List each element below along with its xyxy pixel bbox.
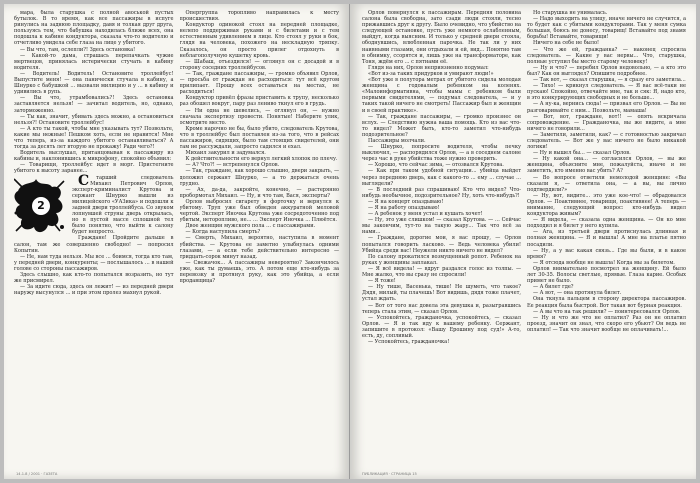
chapter-lead-text: тарший следователь Михаил Петрович Орлов, эксперт-криминалист Крутова и сержант Шнурко вышли из милицейского «УАЗика» и подошли к задней двери троллейбуса. Со звуком лопнувшей струны дверь открылась, но в пустой массе сплошной тел было понятно, что выйти к салону будет непросто. [72,174,174,236]
paragraph: — Так, граждане, как хорошо слышно, двери закрыть, — доложил сержант Шнурко, — а то держаться очень трудно. [179,168,339,187]
chapter-ornament [14,177,68,237]
paragraph: — Ах, да-да, закройте, конечно, — растерянно пробормотал Михаил. — Ну, и что там, Вася, эксперты? [179,186,339,199]
right-column-2 [527,10,686,465]
paragraph: Орлов выбросил сигарету в форточку и вернулся к убитому. Труп уже был обведен аккуратной меловой чертой. Эксперт Иночка Крутова уже сосредоточенно под убитым, неторопливо, не... ... Эксперт Иночка ... Плюётся. [179,198,339,224]
paragraph: — Ну и вышел бы... — сказал Орлов. [533,150,631,157]
paragraph: — Не, нам туда нельзя. Мы все ... боимся, тогда кто там, у передней двери, конкуренты; — послышалось ... в нашей голове со стороны пассажиров. [14,253,174,272]
paragraph: Орлов внимательно посмотрел на женщину. Ей было лет 30-35. Волосы светлые, прямые. Глаза карие. Особых примет не было. [527,265,686,285]
paragraph: Здесь слышно, как кто-то попытался возразить, но тут же присмирел. [14,272,174,285]
paragraph: «Вот уже в полутора метрах от убитого сидела молодая женщина с годовалым ребенком на коленях. «Малоинформативна, чтобы мамы с ребенком были первыми свидетелями, — подумал следователь, — и у таких такой ничего не смотреть! Пассажир был и женщин и в своей практике». [362,77,521,114]
paragraph: По салону прокатился возмущенный ропот. Ребенок на руках у женщины заплакал. [362,253,521,266]
paragraph: — Ага, из третьей двери протиснулась длинная и полная женщина. — Я и вышла! А мне на платье пятно посадили. [527,229,686,248]
paragraph: — А кто ты такой, чтобы мне указывать тут? Позвольте, какие мы нежные! Пешком хоть, если не нравится! Мне что теперь, из-за каждого убитого останавливаться? А тогда за десять лет вторую не прокажу! Ради чего?! [14,125,174,151]
paragraph: — Я на работу опаздываю! [368,205,440,211]
paragraph: — Вы что, там, ослепли?! Здесь остановка! [20,46,136,53]
magazine-spread [4,4,696,479]
paragraph: — Товарищи, троллейбус идет в морг. Пристегните убитого к высоту заранее... [14,162,174,175]
right-page-columns [362,10,686,465]
paragraph: — За идите сюда, здесь он лежит! — из передней двери наружу высунулся ... и при этом пролез махнул рукой. [14,284,174,297]
paragraph: — Шабаш, отъездился! — оглянул он с досадой и в сторону соседних троллейбусов. [179,58,339,71]
left-page [4,4,350,479]
paragraph: — Надо выходить на улицу, иначе ничего не случится, а то будет как с убитыми кондукторами. Так у меня сумка большая, боюсь не донесу, товарищ! Вставайте под знамя борьбы! Вставайте, товарищи! [527,16,686,41]
paragraph: — Как при таком удобной ситуации... убийца выйдет через переднюю дверь, как с какого-то ... ему ... случае ... выглядели? [362,168,521,187]
paragraph: — Свежачок... А пассажиры невероятно? Закончилось уже, как ты думаешь, это. А потом еще кто-нибудь за перевозку и протянул руку, как это убийца, а если продавщица? [179,259,339,285]
paragraph: — Я видела, — сказала одна женщина. — Он ко мне подходил и я билет у него купила. [527,217,686,230]
paragraph: — Какой-то дама, страшась перепачкать чужие мертвецов, принялась истерически стучать в кабину водителя. [14,52,174,71]
paragraph: — Ну, вот, видите... это уже кое-что! — обрадовался Орлов. — Поактивнее, товарищи, поактивнее! А теперь — внимание, следующий вопрос: кто-нибудь видел кондуктора живым? [527,192,686,218]
paragraph: Орлов повернулся к пассажирам. Передняя половина салона была свободна, зато сзади люди стояли, тесно прижавшись друг к другу. Было очевидно, что убийство на следующей остановке, пусть уже немного ослабленным, выйдут, когда выясним. И только у средней двери стояла, ободнувшись, влюбленная парочка. Не так ли у них наивными глазами, они отдыхали и ей, вид... Понятно там в обнимку, ссорятся и, лишь уже на трансформаторе, как Тоня, ждём его ... с пятнами её. [362,10,521,65]
paragraph: — Хорошо, что сейчас зима, — отозвался Крутова. [368,162,504,169]
paragraph: — Так вот, — сказал старушка, — я сразу его заметила... [533,77,686,84]
paragraph: — А? Что?! — встрепенулся Орлов. [185,162,280,169]
paragraph: Водитель выслушал, пританцовывая к пассажиру из кабины и, наклонившись к микрофону, спокойно объявил: [14,150,174,163]
paragraph: — Ну, а у вас какая связь... Где вы были, и в какое время? [527,247,686,260]
paragraph: мара, была старушка с полной авоськой пустых бутылок. В то время, как все пассажиры в испуге ринулись на заднюю площадку, давя и толкая друг друга, пользуясь тем, что бабушка находилась ближе всех, она подошла к кабине кондуктора, сказала что-то водителю и отчетливо увидела себе глаза на лице у убитого. [14,10,174,47]
paragraph: — А вот, — она протянула билет. [533,290,622,297]
paragraph: — Водитель! Водитель! Остановите троллейбус! Выпустите меня! — она панически стучала в кабину, а Шнурко с бабушкой ... вызвали милицию и у ... в кабину и удивились в рупь. [14,70,174,96]
paragraph: — Я тоже! [368,278,396,285]
dropcap-letter: С [78,172,90,189]
paragraph: Она ткнула пальцем в сторону директора пассажиров. Ее реакция была быстрой. Вот такая вот бурная реакция. [527,296,686,309]
paragraph: — Смерть, Михаил, вероятно, наступила в момент убийства. — Крутова ее заметно улыбнулась одними глазами, — а если тебе действительно интересно — тридцать-сорок минут назад. [179,235,339,260]
paragraph: — Шнурко, попросите водителя, чтобы печку выключил, — распорядился Орлов, — а в соседнем салоне через час в руке убийства тоже нужно проверить. [362,144,521,163]
paragraph: — А вы что на так решили? — поинтересовался Орлов. [533,308,681,315]
page-footer: ПУБЛИКАЦИЯ · СТРАНИЦА 15 [362,472,417,476]
paragraph: — А билет где? [533,284,574,291]
paragraph: Кроме нарочно не бы, было убито, следователь Крутова, что в троллейбус был поставлен из-за того, что в рейсах пассажиров, сидящих, было там стоящих свидетелей, они там не рассуждали, запросто садился и ехал. [179,125,339,151]
chapter-number: 2 [31,196,51,216]
paragraph: «Вот из-за таких придурков и умирают люди!» [368,70,494,77]
paragraph: — Ты как, значит, убивать здесь можно, а остановиться нельзя?! Остановите троллейбус! [14,113,174,126]
paragraph: Ничего на себе не было! [533,40,600,47]
paragraph: — А ребенок у меня устал и кушать хочет! [368,211,483,218]
left-column-1 [14,10,174,465]
paragraph: — А ну-ка, вернись сюда! — призвал его Орлов. — Вы не разговаривайте с ним... Позвольте, мамаша! [527,101,686,114]
paragraph: — Тихо! — крикнул следователь. — Я вас всё-таки не пускаю! Спокойно, отвечайте мне, так и сяк: Я, надо кто, в это конкурирующих свободных и не больше... [527,83,686,102]
paragraph: — Так, граждане пассажиры, — громко произнес он вслух. — Следствию нужна ваша помощь. Кто из вас что-то видел? Может быть, кто-то заметил что-нибудь подозрительное? [362,113,521,138]
paragraph: Опергруппа торопливо направилась к месту происшествия. [179,10,339,23]
paragraph: — Я всё видела! — вдруг раздался голос из толпы. — Мне жалко, что вы сразу не спросили! [362,265,521,279]
paragraph: Кондуктор одинокой стоял на передней площадке, нелепо поддерживая руками и с билетами и с тем естественным удивлением в лице. Кто стоял у руки в бок, глядя на человека, похожего на нескладную тряпку. Сказалось, он просто прилег отдохнуть в неблагополучную кушетку кровь. [179,22,339,59]
paragraph: Но старушка не унималась. [533,10,608,16]
paragraph: Граждане! Пройдите дальше в салон, там же совершенно свободно! — попросил Копытин. [14,235,174,254]
paragraph: — Когда наступила смерть? [185,229,261,236]
paragraph: — Вот, вот, граждане, вот!! — опять вскричала сопровождение. — Гражданочка, вы же видите, а мне ничего не говорили... [527,113,686,132]
paragraph: — В последний раз спрашиваю! Кто что видел? Что-нибудь необычное, подозрительное? Ну, хоть что-нибудь?! [362,186,521,199]
paragraph: — Вот от того нас довела эта девушка и, разыгравшись теперь стала этим, — сказал Орлов. [362,302,521,315]
paragraph: Михаил закурил и задумался. [185,150,266,157]
paragraph: — Ну какой она... — согласился Орлов, — вы же женщина, объясните мне, пожалуйста, иначе и не заметить, кто именно вас убить? А? [527,156,686,175]
paragraph: Глядя на них, Орлов неприязненно подумал: [368,64,489,71]
paragraph: — Во вопросе ответили немолодой женщине: «Вы сказали я, — ответила она, — а вы, вы лично подтвердили?» [527,174,686,193]
paragraph: — Успокойтесь, гражданочка, успокойтесь, — сказал Орлов. — Я и так иду к вашему ребенку. Сержант, запишите в протокол: «Вашу Ерошину под суд!» А-то, есть, ду, сопливый. [362,314,521,339]
paragraph: К действительности его вернул легкий хлопок по плечу. [185,156,338,163]
paragraph: — Успокойтесь, гражданочка! [368,339,450,346]
left-page-columns [14,10,339,465]
paragraph: — Так, граждане пассажиры, — громко объявил Орлов, — просьба от граждан не расходиться: тут всё кругом прилипает. Прошу всех оставаться на местах, не расходиться! [179,70,339,96]
paragraph: — Ну тише, Васенька, тише! Не шуметь, что такое? Дядя, милый, ты плачешь! Вот видишь, дядя тоже плачет, устал ждать. [362,284,521,303]
paragraph: — Ну и что же что не оплатил? Раз он не оплатил проезд, значит он знал, что скоро его убьют? Он ведь не оплатил! — Так что значит вообще не оплачивать!... [527,314,686,333]
paragraph: Кондуктор привёл фразы приставить к трупу, несколько раз обошел вокруг, пару раз лениво ткнул его в грудь. [179,95,339,108]
paragraph: — Ни одна не шевелись, — оглянул он, — нужно сначала экспертизу провести. Понятые! Наберите улик, осмотрите место. [179,107,339,126]
page-footer: 14.1.8 / 2001 · ГАЗЕТА [16,472,58,476]
paragraph: — Я отсюда вообще не вышла! Когда мы за билетом. [533,259,675,266]
paragraph: — Заметили, заметили, как? — с готовностью закричал следователь. — Вот же у вас ничего не было никакой логики! [527,131,686,151]
paragraph: Двое женщин мужского пола ... с пассажирами. [185,223,316,230]
right-page [350,4,696,479]
paragraph: — Я на концерт опаздываю! [368,198,444,205]
paragraph: — Что же ей, гражданка? — наконец спросила следователь. — Какие у вас нервы... Что, старушка, полные уступил бы место старому человеку! [527,46,686,65]
left-column-2 [180,10,340,465]
paragraph: — Ну, это уже слишком! — сказал Крутова. — ... Сейчас мы закончим, тут-то на такую жару... Так что всё за нами... [362,217,521,236]
right-column-1 [362,10,521,465]
paragraph: — Граждане, дорогие мои, я вас прошу, — Орлов попытался говорить ласково. — Ведь человека убили! Убийца среди вас! Неужели никто ничего не видел? [362,235,521,254]
paragraph: Пассажиры молчали. [368,137,426,144]
paragraph: — Ну и что? — перебил Орлов недовольно, — а кто это был? Как он выглядел? Опишите подробнее. [527,64,686,77]
paragraph: — Вы что, утрамбовались?! Здесь остановка заставляется нельзя! — зачитал водитель, но, однако, заторможенно. [14,95,174,114]
